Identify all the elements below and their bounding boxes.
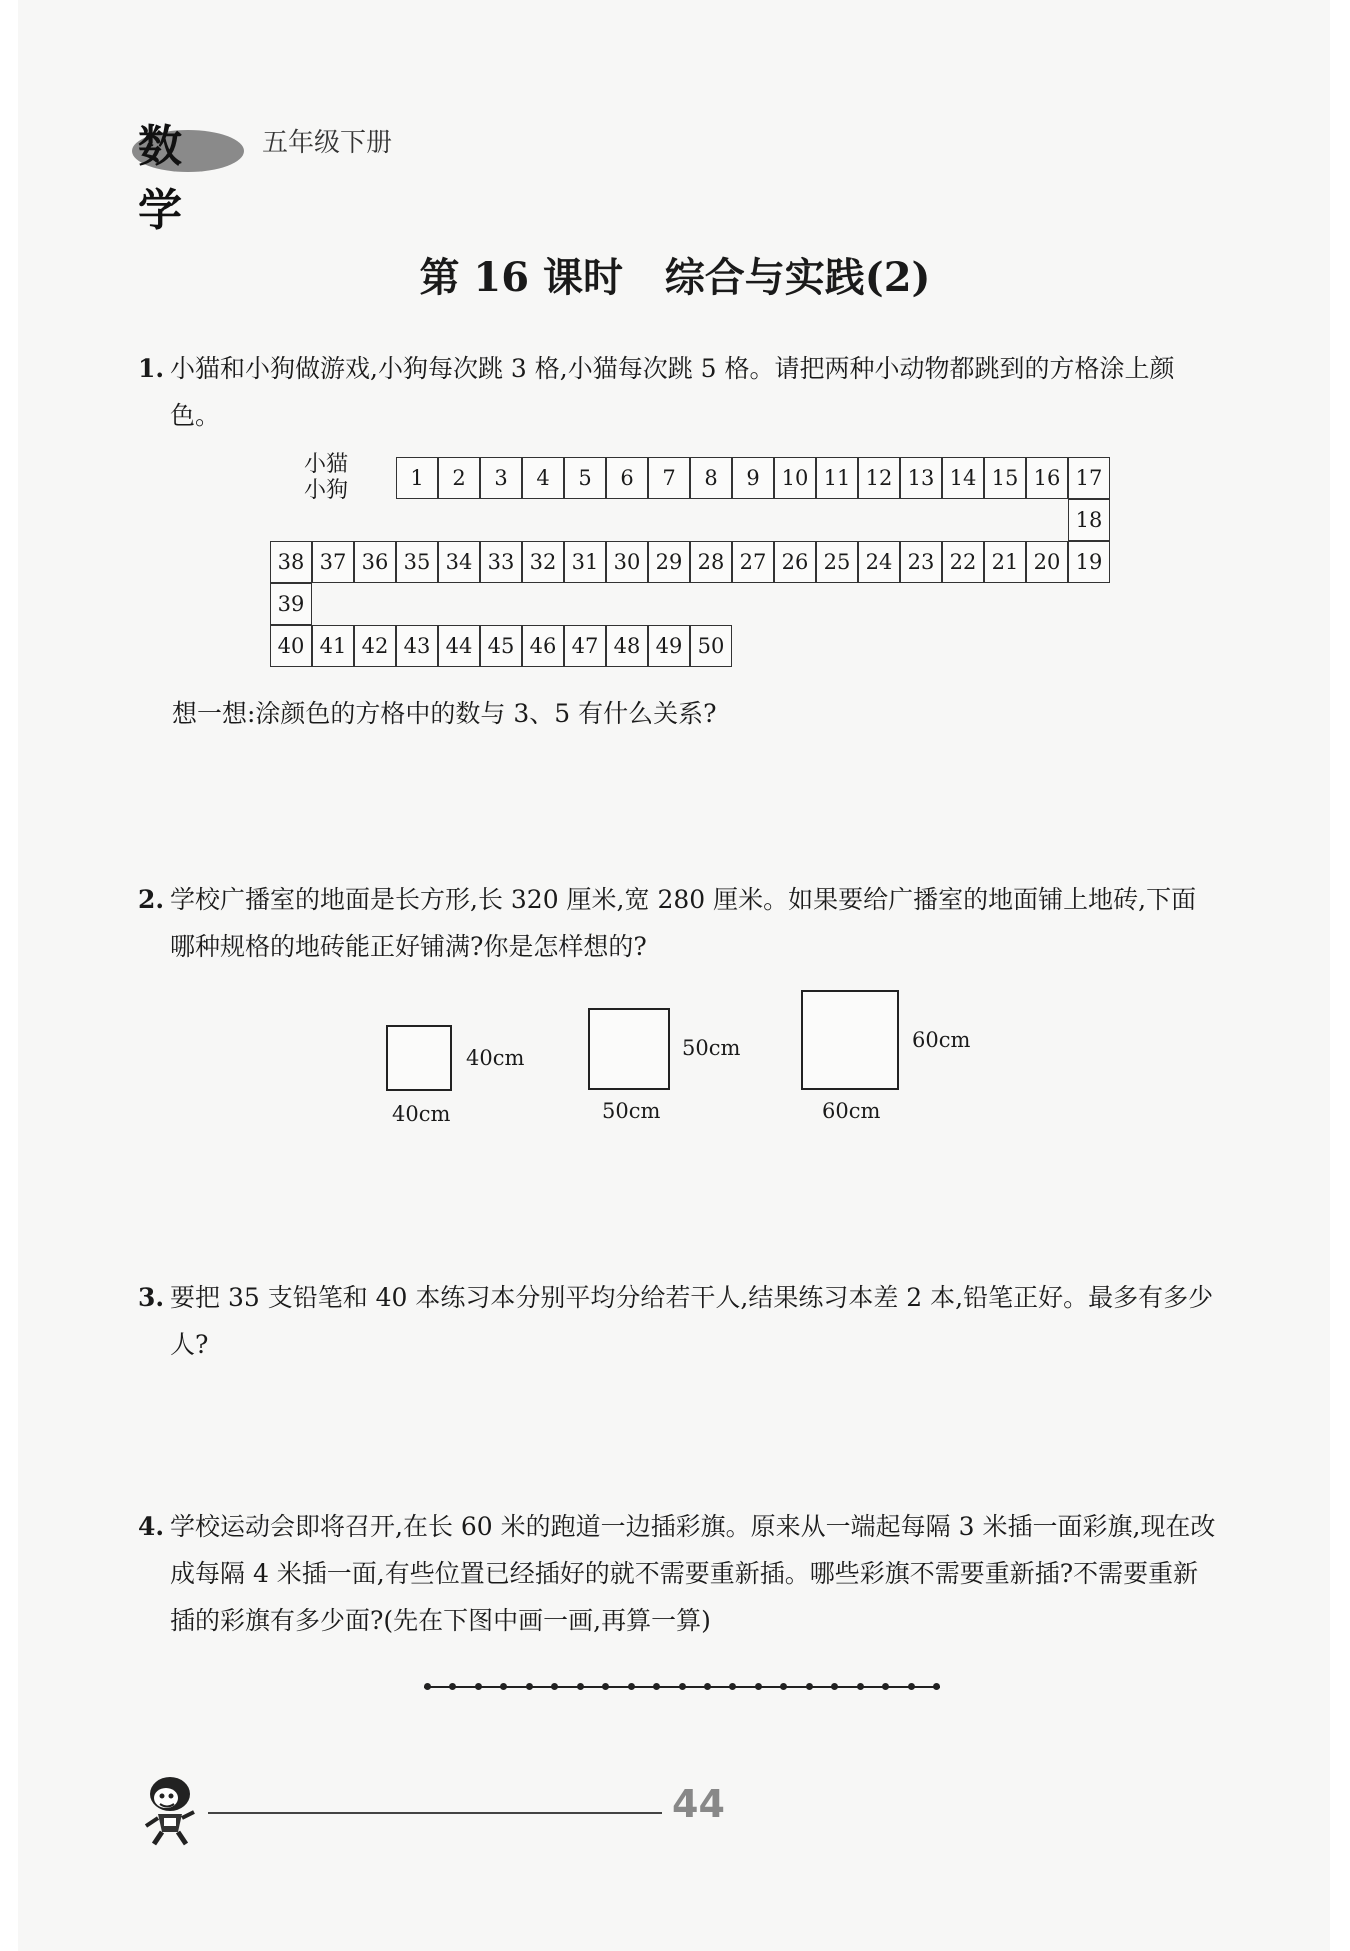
track-dot[interactable] xyxy=(577,1683,584,1690)
track-dot[interactable] xyxy=(526,1683,533,1690)
question-number: 3. xyxy=(138,1283,165,1312)
grid-cell-47[interactable]: 47 xyxy=(564,625,606,667)
question-number: 2. xyxy=(138,885,165,914)
grid-cell-45[interactable]: 45 xyxy=(480,625,522,667)
grid-cell-6[interactable]: 6 xyxy=(606,457,648,499)
tile-50-bottom-label: 50cm xyxy=(602,1099,661,1123)
grid-cell-29[interactable]: 29 xyxy=(648,541,690,583)
grid-cell-33[interactable]: 33 xyxy=(480,541,522,583)
grid-cell-9[interactable]: 9 xyxy=(732,457,774,499)
grid-cell-3[interactable]: 3 xyxy=(480,457,522,499)
track-dot[interactable] xyxy=(857,1683,864,1690)
grid-cell-27[interactable]: 27 xyxy=(732,541,774,583)
grid-cell-32[interactable]: 32 xyxy=(522,541,564,583)
grid-cell-2[interactable]: 2 xyxy=(438,457,480,499)
question-text: 小猫和小狗做游戏,小狗每次跳 3 格,小猫每次跳 5 格。请把两种小动物都跳到的方格涂上颜色。 xyxy=(170,354,1175,430)
grid-cell-10[interactable]: 10 xyxy=(774,457,816,499)
tile-60-bottom-label: 60cm xyxy=(822,1099,881,1123)
lesson-title: 第 16 课时 综合与实践(2) xyxy=(419,254,931,301)
grid-cell-17[interactable]: 17 xyxy=(1068,457,1110,499)
question-2 xyxy=(138,876,1218,970)
grid-cell-41[interactable]: 41 xyxy=(312,625,354,667)
grid-cell-37[interactable]: 37 xyxy=(312,541,354,583)
tile-40-bottom-label: 40cm xyxy=(392,1102,451,1126)
question-text: 要把 35 支铅笔和 40 本练习本分别平均分给若干人,结果练习本差 2 本,铅笔正好。最多有多少人? xyxy=(170,1283,1214,1359)
grid-cell-24[interactable]: 24 xyxy=(858,541,900,583)
track-dot[interactable] xyxy=(679,1683,686,1690)
grid-cell-4[interactable]: 4 xyxy=(522,457,564,499)
track-dot[interactable] xyxy=(704,1683,711,1690)
grid-cell-20[interactable]: 20 xyxy=(1026,541,1068,583)
tile-50-square xyxy=(588,1008,670,1090)
grid-cell-43[interactable]: 43 xyxy=(396,625,438,667)
track-dot[interactable] xyxy=(653,1683,660,1690)
grid-cell-15[interactable]: 15 xyxy=(984,457,1026,499)
grid-cell-28[interactable]: 28 xyxy=(690,541,732,583)
tile-40-square xyxy=(386,1025,452,1091)
track-dot[interactable] xyxy=(908,1683,915,1690)
tile-40-side-label: 40cm xyxy=(466,1046,525,1070)
grid-cell-7[interactable]: 7 xyxy=(648,457,690,499)
grid-cell-49[interactable]: 49 xyxy=(648,625,690,667)
grid-cell-31[interactable]: 31 xyxy=(564,541,606,583)
question-4 xyxy=(138,1503,1218,1644)
cat-label: 小猫 xyxy=(304,452,349,477)
grid-cell-8[interactable]: 8 xyxy=(690,457,732,499)
track-dot[interactable] xyxy=(755,1683,762,1690)
grid-cell-12[interactable]: 12 xyxy=(858,457,900,499)
grid-cell-16[interactable]: 16 xyxy=(1026,457,1068,499)
question-text: 学校运动会即将召开,在长 60 米的跑道一边插彩旗。原来从一端起每隔 3 米插一面彩旗,现在改成每隔 4 米插一面,有些位置已经插好的就不需要重新插。哪些彩旗不需要重新插?不需要重新插的彩旗有多少面?(先在下图中画一画,再算一算) xyxy=(170,1512,1216,1635)
grid-cell-19[interactable]: 19 xyxy=(1068,541,1110,583)
grid-cell-44[interactable]: 44 xyxy=(438,625,480,667)
page-number: 44 xyxy=(672,1782,725,1826)
footer-line xyxy=(208,1812,662,1814)
track-dot[interactable] xyxy=(806,1683,813,1690)
grid-cell-22[interactable]: 22 xyxy=(942,541,984,583)
grid-cell-14[interactable]: 14 xyxy=(942,457,984,499)
grid-cell-35[interactable]: 35 xyxy=(396,541,438,583)
grid-cell-1[interactable]: 1 xyxy=(396,457,438,499)
tile-60-square xyxy=(801,990,899,1090)
mascot-icon xyxy=(140,1774,200,1848)
tile-50-side-label: 50cm xyxy=(682,1036,741,1060)
question-number: 4. xyxy=(138,1512,165,1541)
grid-cell-40[interactable]: 40 xyxy=(270,625,312,667)
question-text: 学校广播室的地面是长方形,长 320 厘米,宽 280 厘米。如果要给广播室的地面铺上地砖,下面哪种规格的地砖能正好铺满?你是怎样想的? xyxy=(170,885,1197,961)
grid-cell-18[interactable]: 18 xyxy=(1068,499,1110,541)
question-number: 1. xyxy=(138,354,165,383)
track-dot[interactable] xyxy=(628,1683,635,1690)
grade-label: 五年级下册 xyxy=(262,128,393,158)
grid-cell-42[interactable]: 42 xyxy=(354,625,396,667)
flag-track-line[interactable] xyxy=(424,1686,940,1688)
grid-cell-21[interactable]: 21 xyxy=(984,541,1026,583)
think-prompt: 想一想:涂颜色的方格中的数与 3、5 有什么关系? xyxy=(172,699,717,728)
grid-cell-25[interactable]: 25 xyxy=(816,541,858,583)
dog-label: 小狗 xyxy=(304,478,349,503)
grid-cell-36[interactable]: 36 xyxy=(354,541,396,583)
grid-cell-30[interactable]: 30 xyxy=(606,541,648,583)
grid-cell-50[interactable]: 50 xyxy=(690,625,732,667)
track-dot[interactable] xyxy=(933,1683,940,1690)
question-3 xyxy=(138,1274,1218,1368)
grid-cell-46[interactable]: 46 xyxy=(522,625,564,667)
grid-cell-34[interactable]: 34 xyxy=(438,541,480,583)
track-dot[interactable] xyxy=(475,1683,482,1690)
subject-title: 数学 xyxy=(138,121,186,236)
grid-labels xyxy=(304,452,348,504)
grid-cell-38[interactable]: 38 xyxy=(270,541,312,583)
grid-cell-23[interactable]: 23 xyxy=(900,541,942,583)
question-1 xyxy=(138,345,1218,439)
grid-cell-48[interactable]: 48 xyxy=(606,625,648,667)
grid-cell-11[interactable]: 11 xyxy=(816,457,858,499)
grid-cell-39[interactable]: 39 xyxy=(270,583,312,625)
grid-cell-5[interactable]: 5 xyxy=(564,457,606,499)
tile-60-side-label: 60cm xyxy=(912,1028,971,1052)
track-dot[interactable] xyxy=(424,1683,431,1690)
grid-cell-26[interactable]: 26 xyxy=(774,541,816,583)
grid-cell-13[interactable]: 13 xyxy=(900,457,942,499)
